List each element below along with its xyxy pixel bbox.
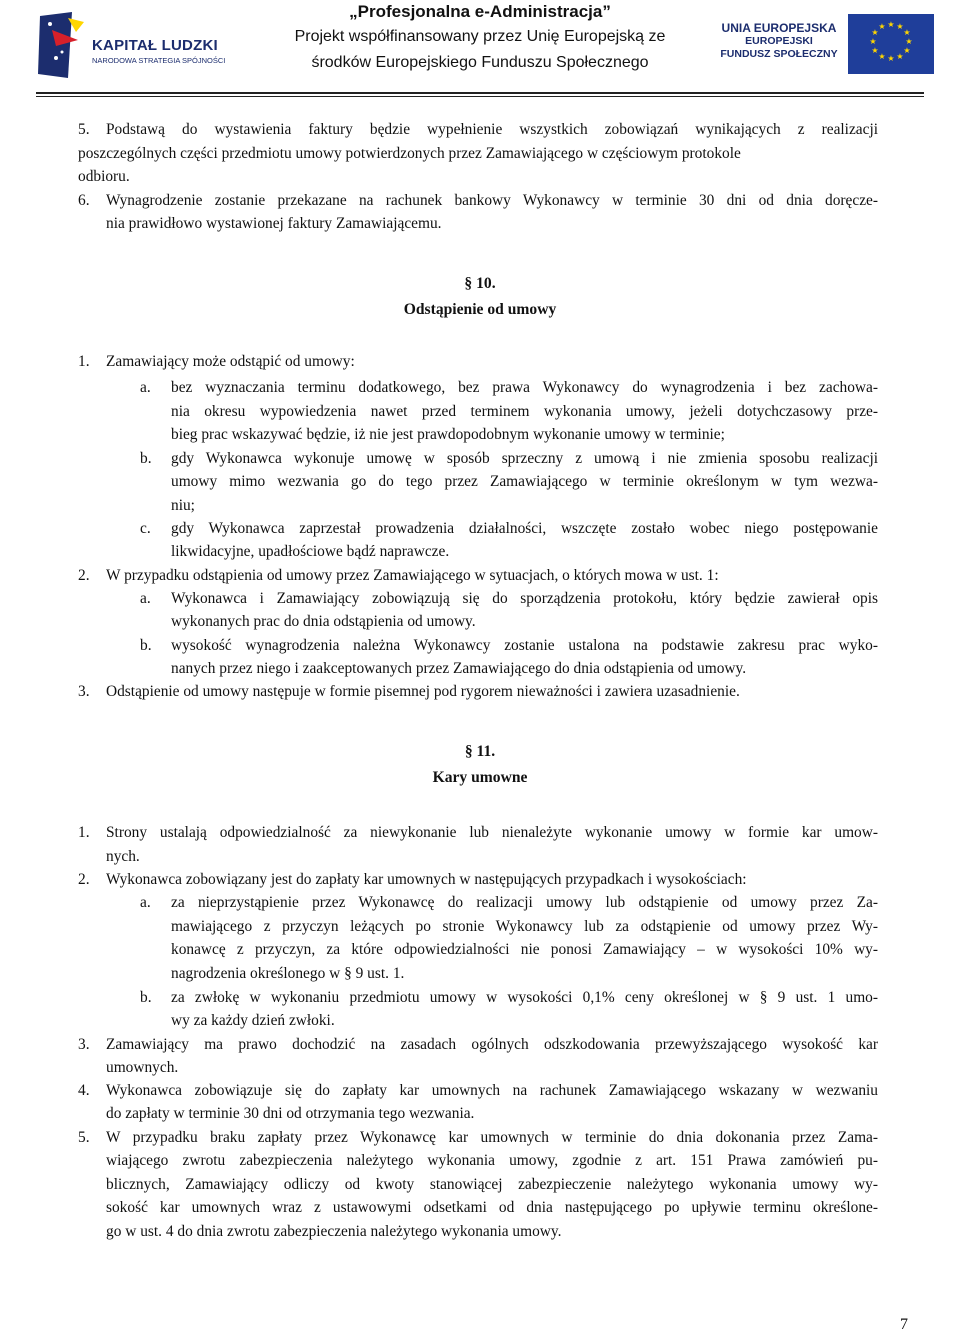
section-title: Kary umowne: [432, 769, 528, 786]
svg-text:★: ★: [887, 54, 895, 63]
item-number: 3.: [78, 1036, 90, 1053]
header-rule-thin: [36, 96, 924, 97]
item-letter: c.: [140, 520, 151, 537]
svg-text:★: ★: [887, 20, 895, 29]
page-header: [0, 0, 960, 100]
paragraph-line: za nieprzystąpienie przez Wykonawcę do realizacji umowy lub odstąpienie od umowy przez Za-: [171, 894, 878, 911]
paragraph-line: Wykonawca zobowiązany jest do zapłaty kar umownych w następujących przypadkach i wysokościach:: [106, 871, 747, 888]
section-title: Odstąpienie od umowy: [403, 301, 557, 318]
item-number: 4.: [78, 1082, 90, 1099]
item-number: 2.: [78, 567, 90, 584]
project-cofinance-line1: Projekt współfinansowany przez Unię Europejską ze: [294, 28, 666, 45]
paragraph-line: go w ust. 4 do dnia zwrotu zabezpieczenia należytego wykonania umowy.: [106, 1223, 562, 1240]
item-number: 2.: [78, 871, 90, 888]
paragraph-line: Wynagrodzenie zostanie przekazane na rachunek bankowy Wykonawcy w terminie 30 dni od dnia doręcze-: [106, 192, 878, 209]
kapital-ludzki-mark-icon: [38, 12, 86, 78]
paragraph-line: nych.: [106, 848, 140, 865]
item-letter: b.: [140, 450, 152, 467]
item-letter: a.: [140, 379, 151, 396]
paragraph-line: gdy Wykonawca zaprzestał prowadzenia działalności, wszczęte zostało wobec niego postępowanie: [171, 520, 878, 537]
paragraph-line: poszczególnych części przedmiotu umowy potwierdzonych przez Zamawiającego w częściowym protokole: [78, 145, 741, 162]
svg-text:★: ★: [878, 22, 886, 31]
paragraph-line: niu;: [171, 497, 195, 514]
eu-line-2: EUROPEJSKI: [745, 35, 813, 47]
paragraph-line: bieg prac wskazywać będzie, iż nie jest prawdopodobnym wykonanie umowy w terminie;: [171, 426, 725, 443]
eu-line-3: FUNDUSZ SPOŁECZNY: [720, 48, 838, 60]
item-number: 1.: [78, 353, 90, 370]
paragraph-line: gdy Wykonawca wykonuje umowę w sposób sprzeczny z umową i nie zmienia sposobu realizacji: [171, 450, 878, 467]
item-number: 5.: [78, 121, 90, 138]
paragraph-line: wiającego zwrotu zabezpieczenia należytego wykonania umowy, zgodnie z art. 151 Prawa zamówień pu-: [106, 1152, 878, 1169]
project-title: „Profesjonalna e-Administracja”: [349, 2, 611, 21]
kapital-ludzki-subtitle: NARODOWA STRATEGIA SPÓJNOŚCI: [92, 56, 226, 65]
eu-flag-icon: [848, 14, 934, 74]
item-letter: b.: [140, 989, 152, 1006]
paragraph-line: sokość kar umownych wraz z ustawowymi odsetkami od dnia następującego po upływie terminu określone-: [106, 1199, 878, 1216]
page-number: 7: [900, 1316, 908, 1333]
paragraph-line: bez wyznaczania terminu dodatkowego, bez prawa Wykonawcy do wynagrodzenia i bez zachowa-: [171, 379, 878, 396]
kapital-ludzki-title: KAPITAŁ LUDZKI: [92, 37, 218, 54]
header-rule-thick: [36, 92, 924, 94]
svg-text:★: ★: [871, 46, 879, 55]
paragraph-line: nagrodzenia określonego w § 9 ust. 1.: [171, 965, 405, 982]
paragraph-line: do zapłaty w terminie 30 dni od otrzymania tego wezwania.: [106, 1105, 475, 1122]
svg-text:★: ★: [903, 28, 911, 37]
project-cofinance-line2: środków Europejskiego Funduszu Społecznego: [311, 54, 649, 71]
item-letter: a.: [140, 894, 151, 911]
paragraph-line: Podstawą do wystawienia faktury będzie wypełnienie wszystkich zobowiązań wynikających z realizacji: [106, 121, 878, 138]
paragraph-line: nanych przez niego i zaakceptowanych przez Zamawiającego do dnia odstąpienia od umowy.: [171, 660, 747, 677]
svg-text:★: ★: [871, 28, 879, 37]
section-number: § 10.: [464, 275, 496, 292]
paragraph-line: Odstąpienie od umowy następuje w formie pisemnej pod rygorem nieważności i zawiera uzasadnienie.: [106, 683, 740, 700]
paragraph-line: Wykonawca zobowiązuje się do zapłaty kar umownych na rachunek Zamawiającego wskazany w wezwaniu: [106, 1082, 878, 1099]
eu-logo-text: [720, 22, 838, 61]
kapital-ludzki-logo: [38, 12, 248, 80]
item-letter: b.: [140, 637, 152, 654]
paragraph-line: wy za każdy dzień zwłoki.: [171, 1012, 335, 1029]
paragraph-line: W przypadku odstąpienia od umowy przez Zamawiającego w sytuacjach, o których mowa w ust. 1:: [106, 567, 719, 584]
svg-text:★: ★: [896, 22, 904, 31]
item-number: 1.: [78, 824, 90, 841]
paragraph-line: likwidacyjne, upadłościowe bądź naprawcze.: [171, 543, 450, 560]
svg-text:★: ★: [869, 37, 877, 46]
item-number: 6.: [78, 192, 90, 209]
paragraph-line: W przypadku braku zapłaty przez Wykonawcę kar umownych w terminie do dnia dokonania przez Zama-: [106, 1129, 878, 1146]
paragraph-line: wysokość wynagrodzenia należna Wykonawcy zostanie ustalona na podstawie zakresu prac wyko-: [171, 637, 878, 654]
item-number: 3.: [78, 683, 90, 700]
paragraph-line: konawcę z przyczyn, za które odpowiedzialności nie ponosi Zamawiający – w wysokości 10% wy-: [171, 941, 878, 958]
item-letter: a.: [140, 590, 151, 607]
paragraph-line: Strony ustalają odpowiedzialność za niewykonanie lub nienależyte wykonanie umowy w formie kar umow-: [106, 824, 878, 841]
section-number: § 11.: [464, 743, 496, 760]
paragraph-line: Zamawiający może odstąpić od umowy:: [106, 353, 355, 370]
svg-text:★: ★: [878, 52, 886, 61]
eu-line-1: UNIA EUROPEJSKA: [721, 21, 837, 35]
item-number: 5.: [78, 1129, 90, 1146]
paragraph-line: za zwłokę w wykonaniu przedmiotu umowy w wysokości 0,1% ceny określonej w § 9 ust. 1 umo-: [171, 989, 878, 1006]
paragraph-line: wykonanych prac do dnia odstąpienia od umowy.: [171, 613, 476, 630]
paragraph-line: blicznych, Zamawiający odliczy od kwoty stanowiącej zabezpieczenie należytego wykonania umowy wy-: [106, 1176, 878, 1193]
paragraph-line: nia prawidłowo wystawionej faktury Zamawiającemu.: [106, 215, 442, 232]
svg-text:★: ★: [896, 52, 904, 61]
project-header: [260, 0, 700, 76]
svg-text:★: ★: [905, 37, 913, 46]
paragraph-line: nia okresu wypowiedzenia nawet przed terminem wykonania umowy, jeżeli dotychczasowy prze-: [171, 403, 878, 420]
paragraph-line: Zamawiający ma prawo dochodzić na zasadach ogólnych odszkodowania przewyższającego wysokość kar: [106, 1036, 878, 1053]
paragraph-line: mawiającego z przyczyn leżących po stronie Wykonawcy lub za odstąpienie od umowy przez Wy-: [171, 918, 878, 935]
paragraph-line: Wykonawca i Zamawiający zobowiązują się do sporządzenia protokołu, który będzie zawierał opis: [171, 590, 878, 607]
paragraph-line: umownych.: [106, 1059, 179, 1076]
paragraph-line: odbioru.: [78, 168, 130, 185]
svg-text:★: ★: [903, 46, 911, 55]
paragraph-line: umowy mimo wezwania go do tego przez Zamawiającego w terminie określonym w tym wezwa-: [171, 473, 878, 490]
